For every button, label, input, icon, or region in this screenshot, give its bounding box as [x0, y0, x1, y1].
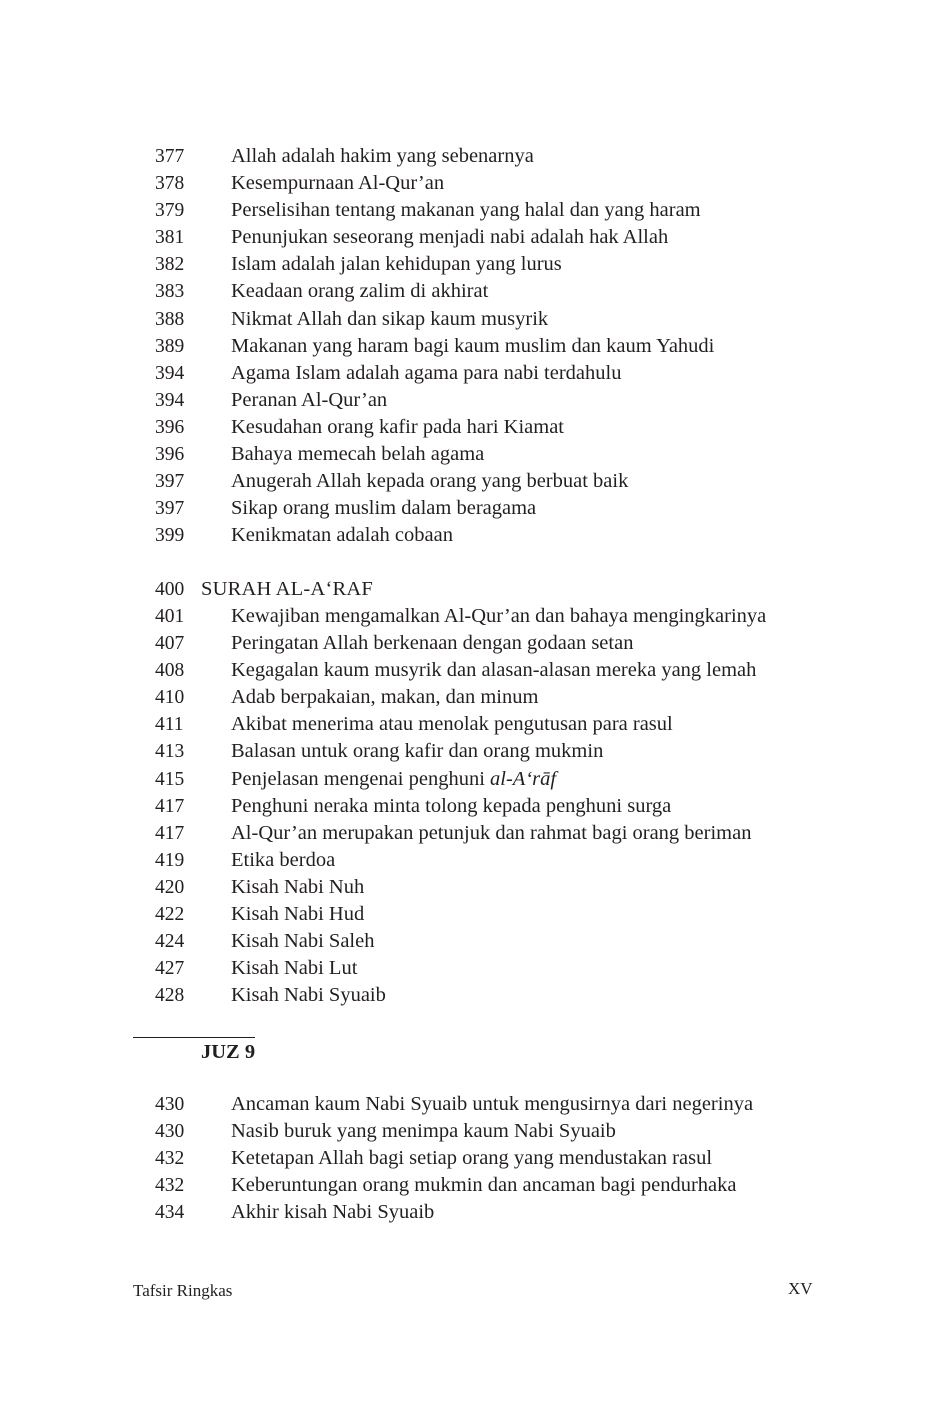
toc-entry [0, 1172, 946, 1199]
toc-entry-title [231, 982, 386, 1009]
toc-entry [0, 1145, 946, 1172]
toc-entry-page: 401 [155, 606, 185, 627]
toc-entry-page: 417 [155, 822, 185, 844]
toc-entry-page: 427 [155, 958, 185, 980]
toc-entry-title [231, 603, 766, 630]
toc-entry-title [231, 847, 335, 874]
toc-entry [0, 1118, 946, 1145]
toc-entry [0, 224, 946, 251]
toc-entry-page: 407 [155, 633, 185, 655]
toc-entry [0, 874, 946, 901]
toc-entry-page: 413 [155, 741, 185, 763]
toc-entry [0, 522, 946, 549]
toc-entry [0, 603, 946, 630]
toc-entry-page: 428 [155, 985, 185, 1007]
toc-entry-title-text: Kewajiban mengamalkan Al-Qur’an dan bahaya mengingkarinya [231, 605, 767, 627]
toc-entry [0, 766, 946, 793]
toc-entry-title-text: Perselisihan tentang makanan yang halal dan yang haram [231, 199, 701, 222]
toc-entry-title-text: Kenikmatan adalah cobaan [231, 524, 453, 547]
toc-entry-title-text: Kisah Nabi Nuh [231, 875, 365, 898]
toc-entry-title [231, 955, 357, 982]
toc-section-1 [0, 143, 946, 549]
toc-entry [0, 441, 946, 468]
toc-entry-title [231, 414, 564, 441]
toc-entry-page: 388 [155, 308, 185, 330]
toc-entry-title-text: Kisah Nabi Saleh [231, 930, 375, 953]
surah-heading-page: 400 [155, 579, 185, 600]
toc-entry-title-text: Nasib buruk yang menimpa kaum Nabi Syuaib [231, 1120, 616, 1143]
toc-entry-title-text: Kegagalan kaum musyrik dan alasan-alasan mereka yang lemah [231, 659, 757, 682]
toc-entry-title [231, 468, 628, 495]
toc-entry-page: 430 [155, 1121, 185, 1143]
toc-entry [0, 1091, 946, 1118]
toc-entry-title [231, 333, 714, 360]
toc-entry [0, 414, 946, 441]
toc-entry-page: 411 [155, 714, 184, 736]
toc-entry [0, 847, 946, 874]
toc-entry-page: 432 [155, 1175, 185, 1197]
toc-entry [0, 197, 946, 224]
surah-heading-row [0, 576, 946, 603]
toc-entry-page: 397 [155, 471, 185, 493]
toc-entry-title [231, 197, 701, 224]
toc-entry-title [231, 928, 374, 955]
toc-entry-title-text: Keberuntungan orang mukmin dan ancaman bagi pendurhaka [231, 1174, 737, 1197]
toc-entry-title-text: Akibat menerima atau menolak pengutusan para rasul [231, 713, 673, 736]
toc-entry-page: 432 [155, 1148, 185, 1170]
toc-entry-title [231, 874, 364, 901]
toc-entry-page: 378 [155, 173, 185, 195]
toc-entry-page: 434 [155, 1202, 185, 1224]
toc-entry-title-text: Akhir kisah Nabi Syuaib [231, 1201, 435, 1224]
toc-entry-page: 377 [155, 146, 185, 167]
juz-divider-rule [133, 1037, 255, 1038]
toc-entry-page: 399 [155, 525, 185, 547]
toc-entry-title-text: Sikap orang muslim dalam beragama [231, 497, 537, 520]
toc-entry-title-text: Penghuni neraka minta tolong kepada penghuni surga [231, 794, 672, 817]
toc-entry [0, 468, 946, 495]
toc-entry [0, 630, 946, 657]
toc-entry-title [231, 766, 556, 793]
toc-entry-title [231, 143, 534, 170]
toc-entry-title [231, 738, 603, 765]
toc-entry [0, 170, 946, 197]
toc-entry-title [231, 1118, 616, 1145]
toc-entry [0, 711, 946, 738]
toc-entry [0, 901, 946, 928]
toc-entry-page: 396 [155, 444, 185, 466]
toc-entry-title-text: Etika berdoa [231, 848, 336, 871]
toc-entry-title-text: Al-Qur’an merupakan petunjuk dan rahmat bagi orang beriman [231, 821, 752, 844]
toc-entry-title [231, 1145, 712, 1172]
toc-entry-title [231, 901, 364, 928]
toc-entry [0, 251, 946, 278]
toc-entry-title [231, 495, 536, 522]
toc-entry [0, 955, 946, 982]
toc-entry [0, 387, 946, 414]
toc-entry [0, 820, 946, 847]
toc-entry-page: 382 [155, 254, 185, 276]
toc-entry [0, 684, 946, 711]
toc-entry [0, 360, 946, 387]
toc-entry-title-text: Makanan yang haram bagi kaum muslim dan kaum Yahudi [231, 334, 715, 357]
toc-entry-title-text: Adab berpakaian, makan, dan minum [231, 686, 539, 709]
footer-book-title: Tafsir Ringkas [133, 1281, 233, 1300]
toc-entry-page: 422 [155, 904, 185, 926]
toc-entry-page: 424 [155, 931, 185, 953]
footer-page-number: XV [788, 1279, 813, 1298]
toc-entry-title [231, 1199, 434, 1226]
toc-entry-title [231, 170, 444, 197]
toc-entry-title [231, 251, 562, 278]
toc-entry [0, 278, 946, 305]
toc-entry-title-text: Kesudahan orang kafir pada hari Kiamat [231, 415, 564, 438]
toc-entry-page: 419 [155, 849, 185, 871]
toc-entry-page: 396 [155, 416, 185, 438]
toc-entry-title [231, 793, 671, 820]
toc-entry-title [231, 711, 673, 738]
toc-entry-title-italic: al-A‘rāf [490, 767, 557, 790]
toc-entry-title-text: Kisah Nabi Lut [231, 957, 358, 980]
toc-entry-title-text: Kisah Nabi Hud [231, 903, 365, 926]
toc-entry [0, 333, 946, 360]
toc-entry-title [231, 306, 548, 333]
surah-heading-title: SURAH AL-A‘RAF [201, 578, 373, 600]
toc-entry [0, 738, 946, 765]
toc-entry-title [231, 278, 488, 305]
toc-entry-page: 381 [155, 227, 185, 249]
toc-entry-page: 415 [155, 768, 185, 790]
toc-entry [0, 1199, 946, 1226]
toc-entry-title-text: Penunjukan seseorang menjadi nabi adalah hak Allah [231, 226, 669, 249]
toc-entry [0, 143, 946, 170]
toc-entry [0, 495, 946, 522]
toc-entry-title-text: Kisah Nabi Syuaib [231, 984, 386, 1007]
toc-section-2 [0, 603, 946, 1009]
toc-entry-page: 430 [155, 1094, 185, 1115]
toc-entry-page: 379 [155, 200, 185, 222]
toc-entry-title [231, 1172, 737, 1199]
toc-entry-title-text: Penjelasan mengenai penghuni [231, 767, 491, 790]
toc-entry-title-text: Nikmat Allah dan sikap kaum musyrik [231, 307, 549, 330]
toc-entry-title [231, 387, 387, 414]
juz-heading: JUZ 9 [201, 1041, 256, 1063]
toc-entry-page: 383 [155, 281, 185, 303]
toc-entry-title-text: Anugerah Allah kepada orang yang berbuat baik [231, 470, 629, 493]
toc-entry-title-text: Keadaan orang zalim di akhirat [231, 280, 489, 303]
toc-entry-title [231, 522, 453, 549]
toc-entry-title [231, 630, 633, 657]
toc-entry-page: 397 [155, 498, 185, 520]
toc-entry-title-text: Peranan Al-Qur’an [231, 388, 388, 411]
toc-entry [0, 657, 946, 684]
toc-entry-title [231, 684, 538, 711]
toc-entry-page: 417 [155, 795, 185, 817]
toc-entry-title-text: Peringatan Allah berkenaan dengan godaan setan [231, 632, 634, 655]
toc-entry-page: 394 [155, 389, 185, 411]
toc-section-3 [0, 1091, 946, 1226]
toc-entry-title-text: Balasan untuk orang kafir dan orang mukmin [231, 740, 604, 763]
toc-entry [0, 982, 946, 1009]
toc-entry [0, 928, 946, 955]
toc-entry-title-text: Islam adalah jalan kehidupan yang lurus [231, 253, 562, 276]
toc-entry-page: 410 [155, 687, 185, 709]
toc-entry-title [231, 1091, 753, 1118]
toc-entry-page: 394 [155, 362, 185, 384]
toc-entry-title [231, 360, 621, 387]
toc-entry-page: 408 [155, 660, 185, 682]
toc-entry-title-text: Bahaya memecah belah agama [231, 443, 485, 466]
toc-entry-title-text: Ancaman kaum Nabi Syuaib untuk mengusirnya dari negerinya [231, 1093, 754, 1115]
toc-entry-title [231, 441, 484, 468]
toc-entry [0, 793, 946, 820]
toc-entry-title [231, 820, 751, 847]
toc-entry-page: 420 [155, 876, 185, 898]
toc-entry-title-text: Kesempurnaan Al-Qur’an [231, 172, 445, 195]
toc-entry-title [231, 224, 668, 251]
toc-entry-title-text: Agama Islam adalah agama para nabi terdahulu [231, 361, 622, 384]
toc-entry-title [231, 657, 756, 684]
surah-heading-block [0, 576, 946, 603]
toc-entry-title-text: Allah adalah hakim yang sebenarnya [231, 145, 534, 167]
toc-entry-title-text: Ketetapan Allah bagi setiap orang yang mendustakan rasul [231, 1147, 713, 1170]
toc-entry-page: 389 [155, 335, 185, 357]
toc-entry [0, 306, 946, 333]
